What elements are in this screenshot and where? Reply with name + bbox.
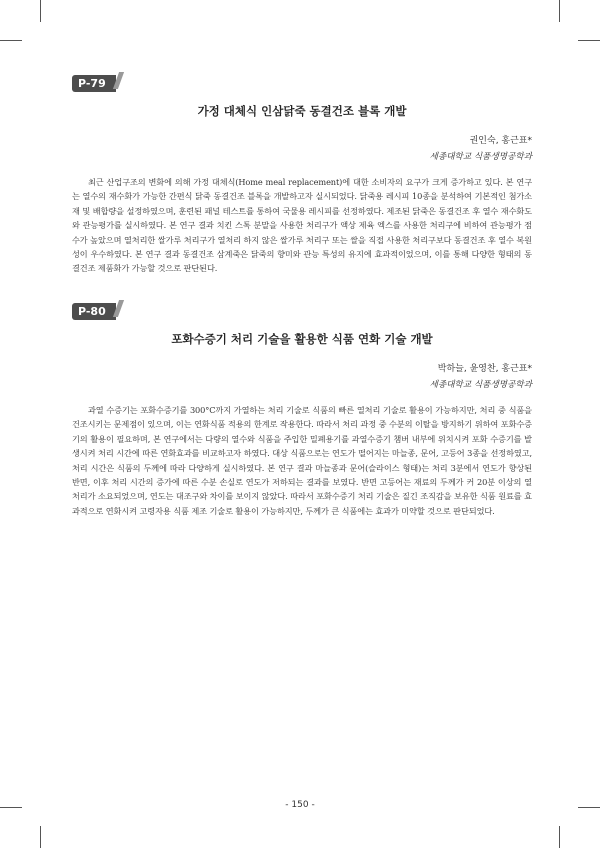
- abstract-body: 최근 산업구조의 변화에 의해 가정 대체식(Home meal replacement)에 대한 소비자의 요구가 크게 증가하고 있다. 본 연구는 열수의 재수화가 가능한 간편식 닭죽 동결건조 블록을 개발하고자 실시되었다. 닭죽용 레시피 10종을 분석하여 기본적인 첨가소재 및 배합량을 설정하였으며, 훈련된 패널 테스트를 통하여 국물용 레시피를 선정하였다. 제조된 닭죽은 동결건조 후 열수 재수화도와 관능평가를 실시하였다. 본 연구 결과 치킨 스톡 분말을 사용한 처리구가 액상 제육 엑스를 사용한 처리구에 비하여 관능평가 점수가 높았으며 열처리한 쌀가루 처리구가 열처리 하지 않은 쌀가루 처리구 또는 쌀을 직접 사용한 처리구보다 동결건조 후 열수 복원성이 우수하였다. 본 연구 결과 동결건조 삼계죽은 닭죽의 향미와 관능 특성의 유지에 효과적이었으며, 이를 통해 다양한 형태의 동결건조 제품화가 가능할 것으로 판단된다.: [72, 177, 532, 274]
- abstract-tag: [72, 72, 532, 89]
- page-number: - 150 -: [285, 800, 315, 810]
- abstract-authors: 권인숙, 홍근표*: [469, 136, 532, 146]
- abstract-p79: [72, 72, 532, 276]
- abstract-affiliation: 세종대학교 식품생명공학과: [429, 152, 532, 162]
- crop-mark: [559, 0, 560, 22]
- abstract-title: 가정 대체식 인삼닭죽 동결건조 블록 개발: [197, 104, 407, 118]
- abstract-id-badge: P-80: [72, 303, 116, 320]
- abstract-authors: 박하늘, 윤영찬, 홍근표*: [437, 364, 532, 374]
- crop-mark: [40, 0, 41, 22]
- abstract-id-badge: P-79: [72, 75, 116, 92]
- crop-mark: [559, 826, 560, 848]
- abstract-p80: [72, 300, 532, 518]
- abstract-body: 과열 수증기는 포화수증기를 300°C까지 가열하는 처리 기술로 식품의 빠른 열처리 기술로 활용이 가능하지만, 처리 중 식품을 건조시키는 문제점이 있으며, 이는 연화식품 적용의 한계로 작용한다. 따라서 처리 과정 중 수분의 이탈을 방지하기 위하여 포화수증기의 활용이 필요하며, 본 연구에서는 다량의 열수와 식품을 주입한 밀폐용기를 과열수증기 챔버 내부에 위치시켜 포화 수증기를 발생시켜 처리 시간에 따른 연화효과를 비교하고자 하였다. 대상 식품으로는 연도가 떨어지는 마늘종, 문어, 고등어 3종을 선정하였고, 처리 시간은 식품의 두께에 따라 다양하게 실시하였다. 본 연구 결과 마늘종과 문어(슬라이스 형태)는 처리 3분에서 연도가 향상된 반면, 이후 처리 시간의 증가에 따른 수분 손실로 연도가 저하되는 결과를 보였다. 반면 고등어는 재료의 두께가 커 20분 이상의 열처리가 소요되었으며, 연도는 대조구와 차이를 보이지 않았다. 따라서 포화수증기 처리 기술은 질긴 조직감을 보유한 식품 원료를 효과적으로 연화시켜 고령자용 식품 제조 기술로 활용이 가능하지만, 두께가 큰 식품에는 효과가 미약할 것으로 판단되었다.: [72, 405, 532, 516]
- crop-mark: [578, 40, 600, 41]
- crop-mark: [40, 826, 41, 848]
- abstract-title: 포화수증기 처리 기술을 활용한 식품 연화 기술 개발: [171, 332, 433, 346]
- abstract-affiliation: 세종대학교 식품생명공학과: [429, 380, 532, 390]
- crop-mark: [0, 40, 22, 41]
- abstract-tag: [72, 300, 532, 317]
